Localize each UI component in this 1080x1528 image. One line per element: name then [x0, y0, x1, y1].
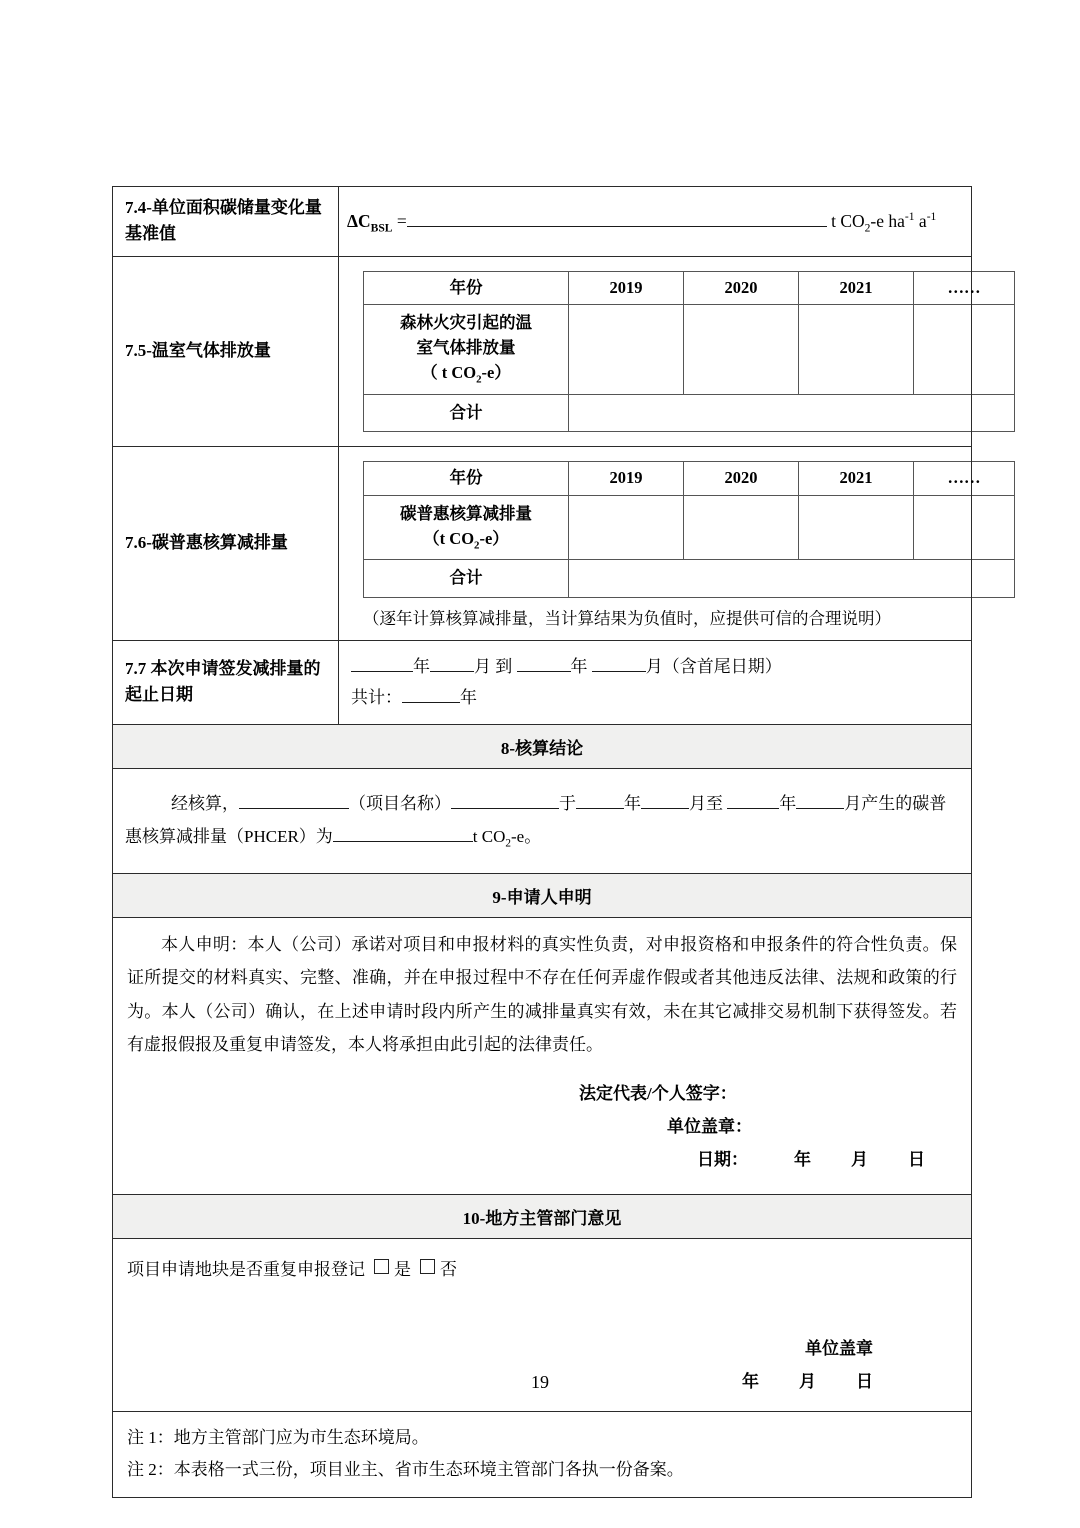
section-8-body-row — [113, 768, 972, 873]
row-7-6-label: 7.6-碳普惠核算减排量 — [113, 447, 339, 641]
checkbox-no-label: 否 — [440, 1259, 457, 1279]
phcer-amount-input[interactable] — [333, 824, 473, 842]
formula-variable: $\Delta C_{BSL}$ — [347, 210, 393, 235]
cell-2021[interactable] — [799, 496, 914, 560]
row-label-line1: 森林火灾引起的温 — [400, 313, 532, 333]
row-7-7 — [113, 640, 972, 724]
row-label-line1: 碳普惠核算减排量 — [400, 504, 532, 524]
table-total-row — [364, 560, 1015, 598]
row-label-line2: 室气体排放量 — [416, 338, 516, 358]
table-total-row — [364, 394, 1015, 432]
table-header-row — [364, 462, 1015, 496]
row-label-fire-emission — [364, 305, 569, 394]
row-7-6-content — [339, 447, 981, 641]
header-2021: 2021 — [799, 462, 914, 496]
section-10-heading: 10-地方主管部门意见 — [113, 1195, 972, 1239]
end-year-input[interactable] — [727, 791, 779, 809]
project-name-input-a[interactable] — [239, 791, 349, 809]
header-ellipsis: …… — [914, 271, 1015, 305]
start-year-input[interactable] — [351, 654, 413, 672]
notes-row — [113, 1412, 972, 1498]
seal-label: 单位盖章： — [667, 1116, 752, 1136]
table-data-row — [364, 496, 1015, 560]
declaration-text: 本人申明：本人（公司）承诺对项目和申报材料的真实性负责，对申报资格和申报条件的符合性负责。保证所提交的材料真实、完整、准确，并在申报过程中不存在任何弄虚作假或者其他违反法律、法规和政策的行为。本人（公司）确认，在上述申请时段内所产生的减排量真实有效，未在其它减排交易机制下获得签发。若有虚报假报及重复申请签发，本人将承担由此引起的法律责任。 — [127, 935, 957, 1054]
cell-2020[interactable] — [684, 496, 799, 560]
notes-cell — [113, 1412, 972, 1498]
row-label-unit: （t $CO_2-e$） — [423, 528, 509, 552]
row-7-4 — [113, 187, 972, 257]
header-2019: 2019 — [569, 271, 684, 305]
total-years-input[interactable] — [402, 685, 460, 703]
table-header-row — [364, 271, 1015, 305]
cell-2019[interactable] — [569, 305, 684, 394]
end-year-input[interactable] — [517, 654, 571, 672]
conclusion-line1: 经核算， （项目名称） 于 年 月至 年 月产生的碳普 — [125, 787, 959, 820]
section-9-body — [113, 918, 972, 1195]
row-label-phcer — [364, 496, 569, 560]
conclusion-line2: 惠核算减排量（PHCER）为 t $CO_2-e$。 — [125, 820, 959, 855]
start-year-input[interactable] — [576, 791, 624, 809]
cell-2021[interactable] — [799, 305, 914, 394]
formula-blank-input[interactable] — [407, 209, 827, 227]
row-7-5-label: 7.5-温室气体排放量 — [113, 256, 339, 447]
section-9-body-row — [113, 918, 972, 1195]
end-month-input[interactable] — [592, 654, 646, 672]
duplicate-registration-question — [127, 1255, 957, 1280]
page-number: 19 — [531, 1372, 549, 1392]
section-9-heading: 9-申请人申明 — [113, 874, 972, 918]
section-8-body — [113, 768, 972, 873]
cell-2020[interactable] — [684, 305, 799, 394]
start-month-input[interactable] — [430, 654, 474, 672]
row-7-4-formula — [339, 187, 972, 257]
header-year: 年份 — [364, 271, 569, 305]
row-7-6-note: （逐年计算核算减排量，当计算结果为负值时，应提供可信的合理说明） — [363, 609, 891, 629]
row-7-5-content — [339, 256, 981, 447]
note-1: 注 1：地方主管部门应为市生态环境局。 — [127, 1428, 429, 1448]
checkbox-yes-label: 是 — [394, 1259, 411, 1279]
header-ellipsis: …… — [914, 462, 1015, 496]
row-7-6 — [113, 447, 972, 641]
total-value[interactable] — [569, 394, 1015, 432]
signature-block — [127, 1061, 957, 1190]
row-7-7-content — [339, 640, 972, 724]
header-2021: 2021 — [799, 271, 914, 305]
checkbox-no[interactable] — [420, 1259, 435, 1274]
start-month-input[interactable] — [641, 791, 689, 809]
period-line: 年 月 到 年 月（含首尾日期） — [351, 651, 959, 682]
total-label: 合计 — [364, 560, 569, 598]
note-2: 注 2：本表格一式三份，项目业主、省市生态环境主管部门各执一份备案。 — [127, 1459, 684, 1479]
section-8-heading: 8-核算结论 — [113, 724, 972, 768]
section-9-heading-row — [113, 874, 972, 918]
row-label-unit: （ t $CO_2-e$） — [421, 362, 511, 386]
header-2020: 2020 — [684, 271, 799, 305]
total-years-line: 共计： 年 — [351, 682, 959, 713]
total-value[interactable] — [569, 560, 1015, 598]
row-7-5 — [113, 256, 972, 447]
section-8-heading-row — [113, 724, 972, 768]
section-10-heading-row — [113, 1195, 972, 1239]
signature-label: 法定代表/个人签字： — [579, 1083, 737, 1103]
cell-more[interactable] — [914, 496, 1015, 560]
application-form-table — [112, 186, 981, 1498]
signature-date-line: 日期： 年 月 日 — [697, 1150, 925, 1170]
authority-date-line: 年 月 日 — [742, 1371, 873, 1391]
authority-seal-label: 单位盖章 — [805, 1338, 873, 1358]
header-2019: 2019 — [569, 462, 684, 496]
total-label: 合计 — [364, 394, 569, 432]
project-name-input-b[interactable] — [451, 791, 559, 809]
ghg-emission-table — [363, 271, 1015, 433]
formula-unit: t $CO_2-e$ $ha^{-1}$ $a^{-1}$ — [831, 210, 937, 235]
row-7-7-label: 7.7 本次申请签发减排量的起止日期 — [113, 640, 339, 724]
table-data-row — [364, 305, 1015, 394]
formula-equals: = — [396, 210, 407, 231]
header-2020: 2020 — [684, 462, 799, 496]
row-7-4-label: 7.4-单位面积碳储量变化量基准值 — [113, 187, 339, 257]
phcer-reduction-table — [363, 461, 1015, 598]
cell-2019[interactable] — [569, 496, 684, 560]
checkbox-yes[interactable] — [374, 1259, 389, 1274]
cell-more[interactable] — [914, 305, 1015, 394]
end-month-input[interactable] — [796, 791, 844, 809]
formula-subscript: BSL — [370, 222, 393, 235]
header-year: 年份 — [364, 462, 569, 496]
question-label: 项目申请地块是否重复申报登记 — [127, 1259, 365, 1279]
